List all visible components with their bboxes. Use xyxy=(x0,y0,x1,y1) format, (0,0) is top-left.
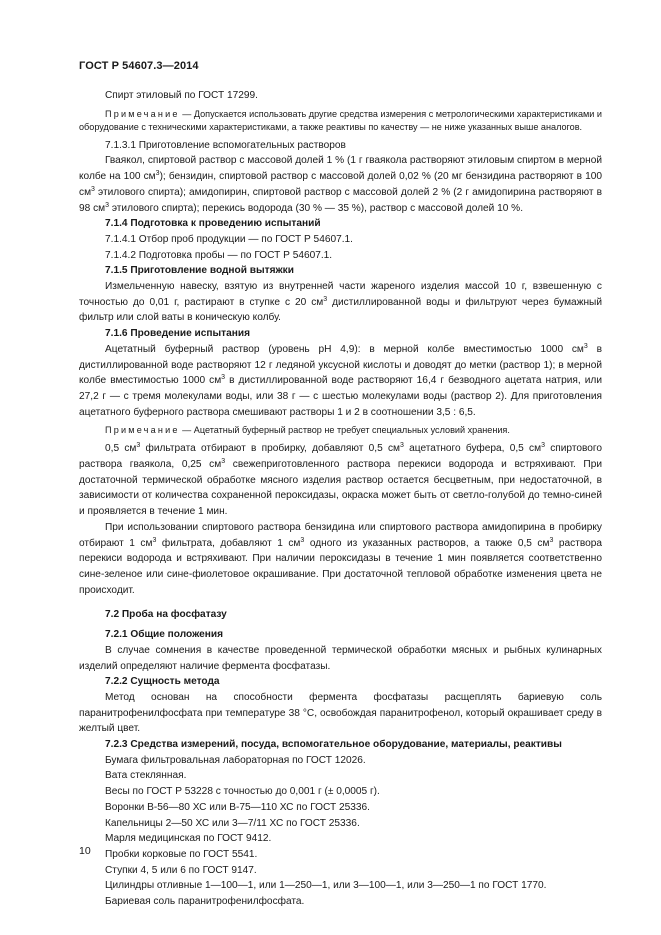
note xyxy=(79,108,602,134)
paragraph: В случае сомнения в качестве проведенной термической обработки мясных и рыбных кулинарных изделий определяют наличие фермента фосфатазы. xyxy=(79,644,602,672)
paragraph: Измельченную навеску, взятую из внутренней части жареного изделия массой 10 г, взвешенную с точностью до 0,01 г, растирают в ступке с 20 $см^3$ дистиллированной воды и фильтруют через бумажный фильтр или слой ваты в коническую колбу. xyxy=(79,281,602,324)
paragraph: Гваякол, спиртовой раствор с массовой долей 1 % (1 г гваякола растворяют этиловым спиртом в мерной колбе на 100 $см^3$); бензидин, спиртовой раствор с массовой долей 0,02 % (20 мг бензидина растворяют в 100 $см^3$ этилового спирта); амидопирин, спиртовой раствор с массовой долей 2 % (2 г амидопирина растворяют в 98 $см^3$ этилового спирта); перекись водорода (30 % — 35 %), раствор с массовой долей 10 %. xyxy=(79,155,602,214)
section-heading: 7.2 Проба на фосфатазу xyxy=(105,609,227,621)
list-item: Весы по ГОСТ Р 53228 с точностью до 0,001 г (± 0,0005 г). xyxy=(105,786,380,798)
note-label: Примечание xyxy=(105,108,180,119)
note-text: — Допускается использовать другие средства измерения с метрологическими характеристиками и оборудование с техническими характеристиками, а также реактивы по качеству — не ниже указанных выше аналогов. xyxy=(79,108,602,132)
paragraph: При использовании спиртового раствора бензидина или спиртового раствора амидопирина в пробирку отбирают 1 $см^3$ фильтрата, добавляют 1 $см^3$ одного из указанных растворов, а также 0,5 $см^3$ раствора перекиси водорода и встряхивают. При наличии пероксидазы в течение 1 мин появляется соответственно сине-зеленое или сине-фиолетовое окрашивание. При достаточной тепловой обработке изменения цвета не происходит. xyxy=(79,521,602,596)
list-item: Бумага фильтровальная лабораторная по ГОСТ 12026. xyxy=(105,754,366,766)
list-item: Воронки В-56—80 ХС или В-75—110 ХС по ГОСТ 25336. xyxy=(105,801,370,813)
list-item: Марля медицинская по ГОСТ 9412. xyxy=(105,833,272,845)
list-item: Ступки 4, 5 или 6 по ГОСТ 9147. xyxy=(105,864,257,876)
list-item: Пробки корковые по ГОСТ 5541. xyxy=(105,848,258,860)
paragraph: 0,5 $см^3$ фильтрата отбирают в пробирку, добавляют 0,5 $см^3$ ацетатного буфера, 0,5 $см^3$ спиртового раствора гваякола, 0,25 $см^3$ свежеприготовленного раствора перекиси водорода и встряхивают. При достаточной термической обработке мясного изделия раствор остается бесцветным, при недостаточной, в зависимости от количества сохраненной пероксидазы, окраска может быть от светло-голубой до темно-синей и проявляется в течение 1 мин. xyxy=(79,442,602,518)
paragraph: Спирт этиловый по ГОСТ 17299. xyxy=(105,90,258,101)
section-heading: 7.1.5 Приготовление водной вытяжки xyxy=(105,265,294,277)
section-heading: 7.1.6 Проведение испытания xyxy=(105,328,250,340)
list-item: Вата стеклянная. xyxy=(105,770,187,782)
document-header: ГОСТ Р 54607.3—2014 xyxy=(79,60,199,72)
list-item: Капельницы 2—50 ХС или 3—7/11 ХС по ГОСТ 25336. xyxy=(105,817,360,829)
note-text: — Ацетатный буферный раствор не требует специальных условий хранения. xyxy=(179,425,510,436)
paragraph: 7.1.4.1 Отбор проб продукции — по ГОСТ Р 54607.1. xyxy=(105,233,353,245)
paragraph: Метод основан на способности фермента фосфатазы расщеплять бариевую соль паранитрофенилфосфата при температуре 38 °С, освобождая паранитрофенол, который окрашивает среду в желтый цвет. xyxy=(79,691,602,735)
section-heading: 7.1.3.1 Приготовление вспомогательных растворов xyxy=(105,139,346,151)
list-item: Бариевая соль паранитрофенилфосфата. xyxy=(105,896,305,908)
page-number: 10 xyxy=(79,845,91,857)
section-heading: 7.2.1 Общие положения xyxy=(105,629,223,641)
list-item: Цилиндры отливные 1—100—1, или 1—250—1, или 3—100—1, или 3—250—1 по ГОСТ 1770. xyxy=(105,880,547,892)
paragraph: Ацетатный буферный раствор (уровень pH 4,9): в мерной колбе вместимостью 1000 $см^3$ в дистиллированной воде растворяют 12 г ледяной уксусной кислоты и доводят до метки (раствор 1); в мерной колбе вместимостью 1000 $см^3$ в дистиллированной воде растворяют 16,4 г безводного ацетата натрия, или 27,2 г — с тремя молекулами воды, или 38 г — с шестью молекулами воды (раствор 2). Для приготовления ацетатного буферного раствора смешивают растворы 1 и 2 в соотношении 3,5 : 6,5. xyxy=(79,342,602,418)
document-body xyxy=(79,88,602,910)
note-label: Примечание xyxy=(105,425,180,436)
note xyxy=(79,424,602,437)
section-heading: 7.2.2 Сущность метода xyxy=(105,676,220,688)
section-heading: 7.1.4 Подготовка к проведению испытаний xyxy=(105,218,321,230)
section-heading: 7.2.3 Средства измерений, посуда, вспомогательное оборудование, материалы, реактивы xyxy=(105,739,562,751)
paragraph: 7.1.4.2 Подготовка пробы — по ГОСТ Р 54607.1. xyxy=(105,249,333,261)
